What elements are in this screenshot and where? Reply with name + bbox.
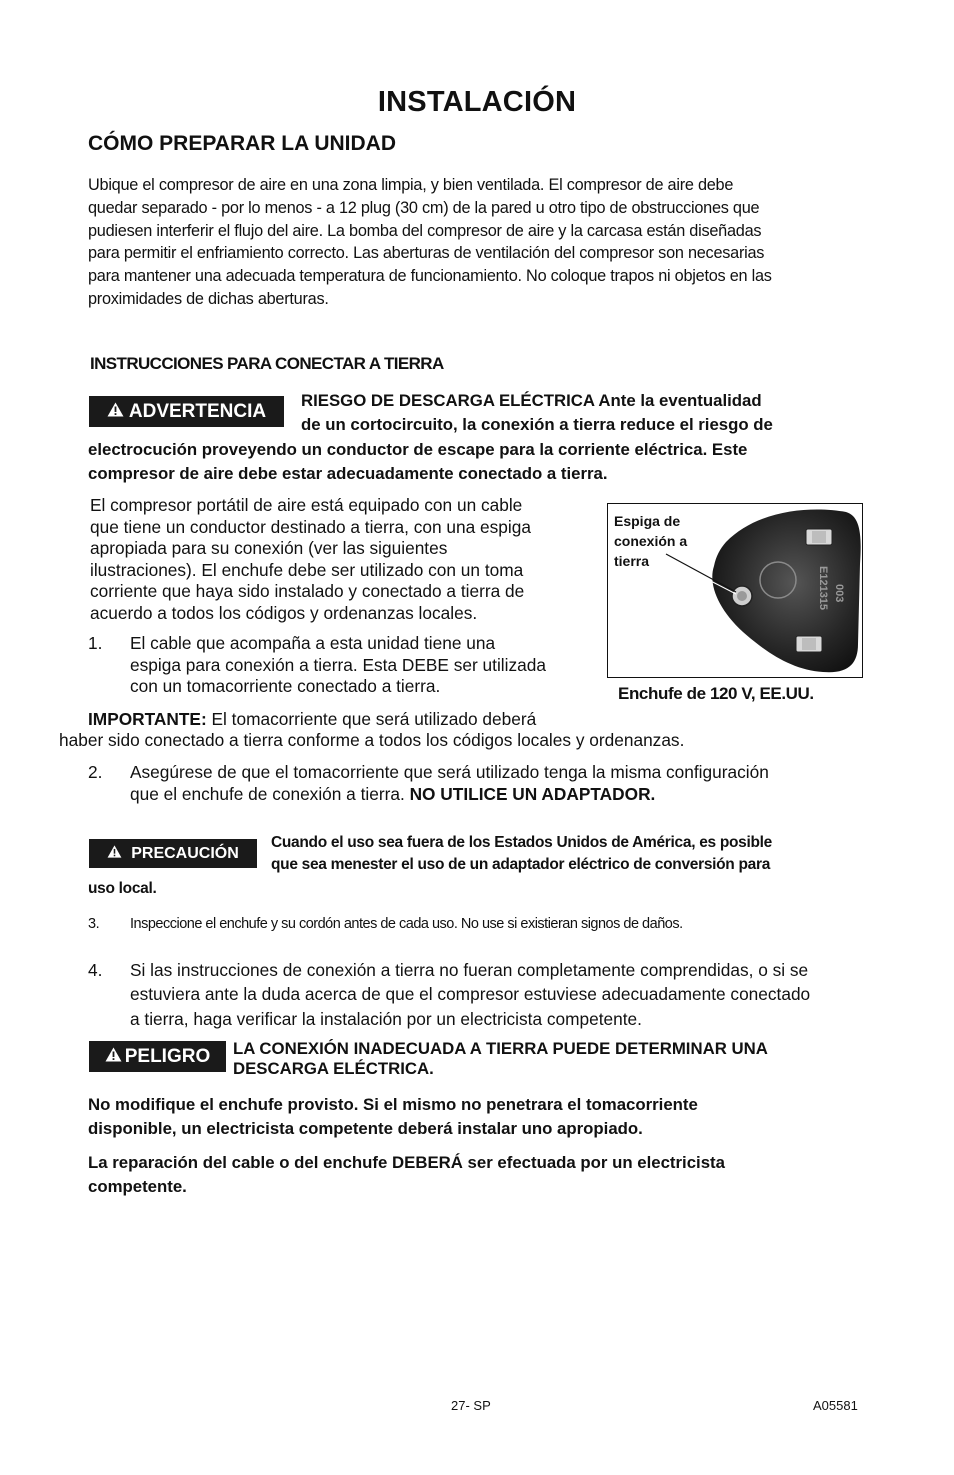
cable-line: acuerdo a todos los códigos y ordenanzas locales.: [90, 602, 478, 623]
list-item-line: estuviera ante la duda acerca de que el compresor estuviese adecuadamente conectado: [130, 984, 811, 1005]
list-item-1: [88, 633, 603, 698]
advertencia-badge: [89, 396, 284, 427]
precaucion-line: que sea menester el uso de un adaptador eléctrico de conversión para: [271, 856, 771, 873]
list-number: 4.: [88, 960, 103, 980]
callout-line: tierra: [614, 553, 650, 569]
list-item-3: [88, 916, 683, 932]
precaucion-badge: [89, 839, 257, 868]
plug-marking: 003: [833, 584, 845, 603]
closing-paragraph-2: [88, 1151, 725, 1200]
precaucion-line: uso local.: [88, 880, 157, 897]
closing-line: No modifique el enchufe provisto. Si el mismo no penetrara el tomacorriente: [88, 1095, 698, 1114]
advertencia-line: de un cortocircuito, la conexión a tierra reduce el riesgo de: [301, 415, 773, 434]
warning-triangle-icon: [105, 1046, 122, 1068]
closing-paragraph-1: [88, 1093, 698, 1142]
grounding-heading: INSTRUCCIONES PARA CONECTAR A TIERRA: [90, 354, 444, 373]
list-item-line: a tierra, haga verificar la instalación por un electricista competente.: [130, 1008, 642, 1029]
intro-paragraph: [88, 174, 868, 311]
intro-line: para mantener una adecuada temperatura de funcionamiento. No coloque trapos ni objetos en las: [88, 267, 772, 286]
importante-label: IMPORTANTE:: [88, 709, 207, 729]
peligro-text: [233, 1039, 768, 1079]
warning-triangle-icon: [107, 401, 124, 423]
closing-line: La reparación del cable o del enchufe DEBERÁ ser efectuada por un electricista: [88, 1153, 725, 1172]
intro-line: para permitir el enfriamiento correcto. Las aberturas de ventilación del compresor son necesarias: [88, 244, 765, 263]
figure-callout-label: [614, 511, 724, 571]
closing-line: competente.: [88, 1177, 187, 1197]
section-heading: CÓMO PREPARAR LA UNIDAD: [88, 132, 396, 155]
list-item-4: [88, 958, 888, 1031]
list-item-line: espiga para conexión a tierra. Esta DEBE ser utilizada: [130, 654, 546, 675]
cable-line: El compresor portátil de aire está equipado con un cable: [90, 495, 523, 515]
importante-text: El tomacorriente que será utilizado deberá: [206, 709, 537, 729]
intro-line: quedar separado - por lo menos - a 12 plug (30 cm) de la pared u otro tipo de obstrucciones que: [88, 198, 760, 217]
advertencia-line: RIESGO DE DESCARGA ELÉCTRICA Ante la eventualidad: [301, 391, 762, 410]
peligro-label: PELIGRO: [124, 1045, 211, 1067]
list-number: 3.: [88, 916, 100, 932]
cable-line: que tiene un conductor destinado a tierra, con una espiga: [90, 516, 531, 537]
list-item-bold-text: NO UTILICE UN ADAPTADOR.: [409, 783, 656, 804]
peligro-line: LA CONEXIÓN INADECUADA A TIERRA PUEDE DETERMINAR UNA: [233, 1039, 768, 1058]
cable-line: apropiada para su conexión (ver las siguientes: [90, 538, 448, 559]
intro-line: pudiesen interferir el flujo del aire. La bomba del compresor de aire y la carcasa están diseñadas: [88, 221, 762, 240]
precaucion-label: PRECAUCIÓN: [131, 844, 239, 862]
callout-line: Espiga de: [614, 513, 681, 529]
figure-caption: Enchufe de 120 V, EE.UU.: [618, 684, 814, 703]
cable-paragraph: [90, 495, 600, 625]
importante-line-2: haber sido conectado a tierra conforme a todos los códigos locales y ordenanzas.: [59, 730, 685, 750]
precaucion-line: Cuando el uso sea fuera de los Estados Unidos de América, es posible: [271, 834, 773, 851]
advertencia-label: ADVERTENCIA: [128, 400, 267, 422]
peligro-badge: [89, 1041, 226, 1072]
list-item-2: [88, 762, 878, 805]
peligro-line: DESCARGA ELÉCTRICA.: [233, 1059, 434, 1078]
advertencia-line: compresor de aire debe estar adecuadamente conectado a tierra.: [88, 464, 608, 483]
intro-line: Ubique el compresor de aire en una zona limpia, y bien ventilada. El compresor de aire debe: [88, 176, 734, 194]
list-item-line: El cable que acompaña a esta unidad tiene una: [130, 633, 496, 653]
list-item-line: con un tomacorriente conectado a tierra.: [130, 676, 441, 697]
advertencia-line: electrocución proveyendo un conductor de escape para la corriente eléctrica. Este: [88, 440, 748, 459]
list-item-text: Inspeccione el enchufe y su cordón antes de cada uso. No use si existieran signos de daños.: [130, 916, 683, 932]
page-number: 27- SP: [451, 1398, 491, 1413]
list-item-text: que el enchufe de conexión a tierra.: [130, 783, 410, 804]
page-title: INSTALACIÓN: [377, 86, 577, 118]
closing-line: disponible, un electricista competente deberá instalar uno apropiado.: [88, 1119, 643, 1139]
list-item-line: Si las instrucciones de conexión a tierra no fueran completamente comprendidas, o si se: [130, 960, 809, 980]
importante-line: [88, 709, 536, 731]
plug-marking: E121315: [817, 566, 829, 611]
cable-line: ilustraciones). El enchufe debe ser utilizado con un toma: [90, 559, 524, 580]
list-number: 1.: [88, 633, 103, 653]
callout-line: conexión a: [614, 533, 688, 549]
warning-triangle-icon: [107, 845, 122, 863]
list-item-line: Asegúrese de que el tomacorriente que será utilizado tenga la misma configuración: [130, 762, 769, 782]
cable-line: corriente que haya sido instalado y conectado a tierra de: [90, 581, 525, 602]
document-code: A05581: [813, 1398, 858, 1413]
intro-line: proximidades de dichas aberturas.: [88, 289, 329, 308]
list-number: 2.: [88, 762, 103, 782]
